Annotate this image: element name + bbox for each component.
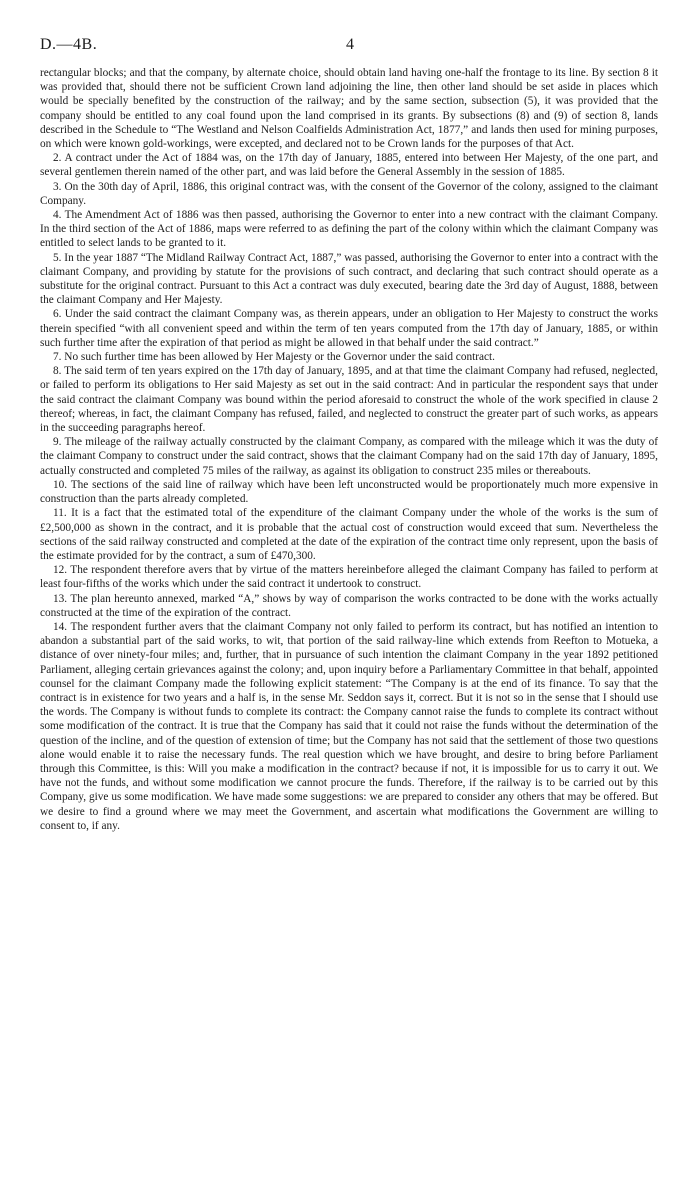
- paragraph-10: 10. The sections of the said line of railway which have been left unconstructed would be proportionately much more expensive in construction than the parts already completed.: [40, 478, 658, 506]
- page-header: [40, 36, 660, 58]
- paragraph-8: 8. The said term of ten years expired on the 17th day of January, 1895, and at that time the claimant Company had refused, neglected, or failed to perform its obligations to Her said Majesty as set out in the said contract: And in particular the respondent says that under the said contract the claimant Company was bound within the period aforesaid to construct the whole of the work specified in clause 2 thereof; whereas, in fact, the claimant Company has refused, failed, and neglected to construct the greater part of such works, as appears in the succeeding paragraphs hereof.: [40, 365, 658, 435]
- paragraph-14: 14. The respondent further avers that the claimant Company not only failed to perform its contract, but has notified an intention to abandon a substantial part of the said works, to wit, that portion of the said railway-line which extends from Reefton to Motueka, a distance of over ninety-four miles; and, further, that in pursuance of such intention the claimant Company in the year 1892 petitioned Parliament, alleging certain grievances against the colony; and, upon inquiry before a Parliamentary Committee in that behalf, appointed counsel for the claimant Company made the following explicit statement: “The Company is at the end of its finance. To say that the contract is in existence for two years and a half is, in the sense Mr. Seddon says it, correct. But it is not so in the sense that I should use the words. The Company is without funds to complete its contract: the Company cannot raise the funds to complete its contract without some modification of the contract. It is true that the Company has said that it could not raise the funds without the determination of the question of the incline, and of the question of extension of time; but the Company has not said that the settlement of those two questions alone would enable it to raise the necessary funds. The real question which we have brought, and desire to bring before Parliament through this Committee, is this: Will you make a modification in the contract? because if not, it is impossible for us to carry it out. We have not the funds, and without some modification we cannot procure the funds. Therefore, if the railway is to be carried out by this Company, give us some modification. We have made some suggestions: we are prepared to consider any others that may be offered. But we desire to find a ground where we may meet the Government, and ascertain what modifications the Government are willing to consent to, if any.: [40, 620, 658, 832]
- body-text: [40, 66, 658, 833]
- paragraph-6: 6. Under the said contract the claimant Company was, as therein appears, under an obligation to Her Majesty to construct the works therein specified “with all convenient speed and within the term of ten years computed from the 17th day of January, 1885, or within such further time after the expiration of that period as might be allowed in that behalf under the said contract.”: [40, 308, 658, 349]
- paragraph-2: 2. A contract under the Act of 1884 was, on the 17th day of January, 1885, entered into between Her Majesty, of the one part, and several gentlemen therein named of the other part, and was laid before the General Assembly in the session of 1885.: [40, 152, 658, 179]
- paragraph-7: 7. No such further time has been allowed by Her Majesty or the Governor under the said contract.: [53, 351, 496, 364]
- document-reference: D.—4B.: [40, 36, 98, 53]
- paragraph-3: 3. On the 30th day of April, 1886, this original contract was, with the consent of the Governor of the colony, assigned to the claimant Company.: [40, 180, 658, 207]
- page-number: 4: [346, 36, 354, 53]
- paragraph-continued: rectangular blocks; and that the company, by alternate choice, should obtain land having one-half the frontage to its line. By section 8 it was provided that, should there not be sufficient Crown land adjoining the line, then other land should be set aside in places which would be specially benefited by the construction of the railway; and by the same section, subsection (5), it was provided that the company should be entitled to any coal found upon the land comprised in its grants. By subsections (8) and (9) of section 8, lands described in the Schedule to “The Westland and Nelson Coalfields Administration Act, 1877,” and lands then used for mining purposes, on which were known gold-workings, were excepted, and declared not to be Crown lands for the purposes of that Act.: [40, 67, 658, 151]
- paragraph-4: 4. The Amendment Act of 1886 was then passed, authorising the Governor to enter into a new contract with the claimant Company. In the third section of the Act of 1886, maps were referred to as defining the part of the colony within which the claimant Company was entitled to select lands to be granted to it.: [40, 209, 658, 250]
- paragraph-9: 9. The mileage of the railway actually constructed by the claimant Company, as compared with the mileage which it was the duty of the claimant Company to construct under the said contract, shows that the claimant Company had on the said 17th day of January, 1895, actually constructed and completed 75 miles of the railway, as against its obligation to construct 235 miles or thereabouts.: [40, 436, 658, 477]
- paragraph-12: 12. The respondent therefore avers that by virtue of the matters hereinbefore alleged the claimant Company has failed to perform at least four-fifths of the works which under the said contract it undertook to construct.: [40, 564, 658, 591]
- paragraph-5: 5. In the year 1887 “The Midland Railway Contract Act, 1887,” was passed, authorising the Governor to enter into a contract with the claimant Company, and providing by statute for the provisions of such contract, and declaring that such contract should operate as a substitute for the original contract. Pursuant to this Act a contract was duly executed, bearing date the 3rd day of August, 1888, between the claimant Company and Her Majesty.: [40, 251, 658, 307]
- paragraph-11: 11. It is a fact that the estimated total of the expenditure of the claimant Company under the whole of the works is the sum of £2,500,000 as shown in the contract, and it is probable that the actual cost of construction would exceed that sum. Nevertheless the sections of the said railway constructed and completed at the date of the expiration of the contract time only represent, upon the basis of the estimate provided for by the contract, a sum of £470,300.: [40, 507, 658, 562]
- paragraph-13: 13. The plan hereunto annexed, marked “A,” shows by way of comparison the works contracted to be done with the works actually constructed at the time of the expiration of the contract.: [40, 592, 658, 619]
